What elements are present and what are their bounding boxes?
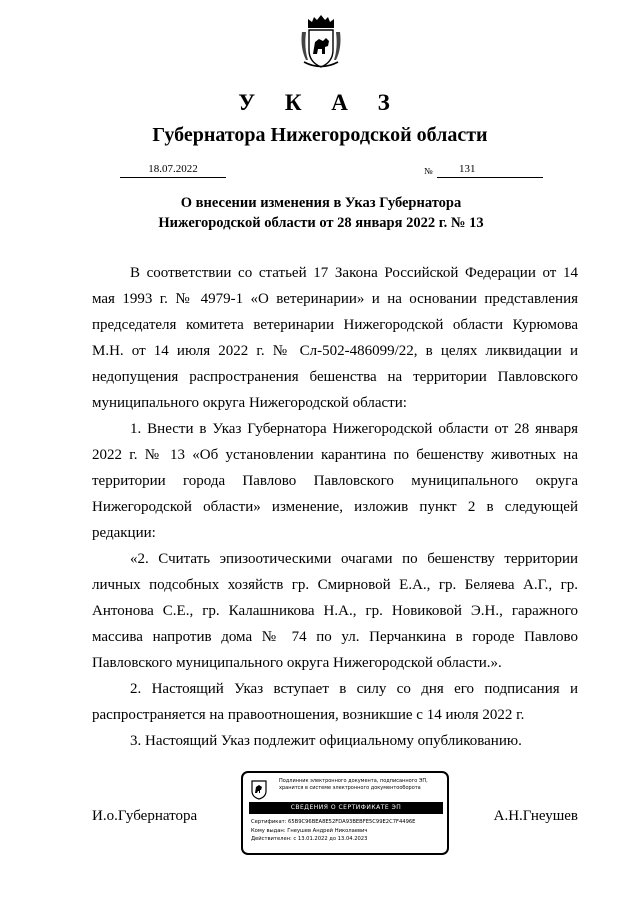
number-sign: № <box>424 166 433 176</box>
quoted-paragraph: «2. Считать эпизоотическими очагами по бешенству территории личных подсобных хозяйств гр. Смирновой Е.А., гр. Беляева А.Г., гр. Антонова С.Е., гр. Калашникова Н.А., гр. Новиковой Э.Н., гаражного массива напротив дома № 74 по ул. Перчанкина в городе Павлово Павловского муниципального округа Нижегородской области.». <box>92 551 578 671</box>
coat-of-arms-emblem <box>298 14 344 72</box>
intro-paragraph: В соответствии со статьей 17 Закона Российской Федерации от 14 мая 1993 г. № 4979-1 «О ветеринарии» и на основании представления председателя комитета ветеринарии Нижегородской области Курюмова М.Н. от 14 июля 2022 г. № Сл-502-486099/22, в целях ликвидации и недопущения распространения бешенства на территории Павловского муниципального округа Нижегородской области: <box>92 265 578 411</box>
decree-subject: О внесении изменения в Указ Губернатора Нижегородской области от 28 января 2022 г. № 13 <box>158 195 484 231</box>
signatory-position: И.о.Губернатора <box>92 808 198 824</box>
item-2-paragraph: 2. Настоящий Указ вступает в силу со дня его подписания и распространяется на правоотношения, возникшие с 14 июля 2022 г. <box>92 681 578 723</box>
item-1-paragraph: 1. Внести в Указ Губернатора Нижегородской области от 28 января 2022 г. № 13 «Об установлении карантина по бешенству животных на территории города Павлово Павловского муниципального округа Нижегородской области» изменение, изложив пункт 2 в следующей редакции: <box>92 421 578 541</box>
stamp-note-line-2: хранится в системе электронного документооборота <box>279 784 421 791</box>
stamp-banner: СВЕДЕНИЯ О СЕРТИФИКАТЕ ЭП <box>249 802 443 814</box>
decree-date: 18.07.2022 <box>120 162 226 178</box>
certificate-validity: Действителен: с 13.01.2022 до 13.04.2023 <box>251 836 368 842</box>
certificate-details <box>251 818 445 844</box>
decree-title: У К А З <box>238 90 402 115</box>
signatory-name: А.Н.Гнеушев <box>493 808 578 824</box>
stamp-note <box>279 778 445 791</box>
decree-body <box>92 260 578 754</box>
decree-issuer: Губернатора Нижегородской области <box>152 124 488 146</box>
electronic-signature-stamp <box>241 771 449 855</box>
certificate-serial: Сертификат: 65B9C96BEA8E52FDA93BEBFE5C99E2C7F4496E <box>251 819 416 825</box>
item-3-paragraph: 3. Настоящий Указ подлежит официальному опубликованию. <box>130 733 522 749</box>
certificate-owner: Кому выдан: Гнеушев Андрей Николаевич <box>251 827 368 834</box>
decree-number-field <box>437 162 543 178</box>
decree-number: 131 <box>459 163 476 175</box>
stamp-note-line-1: Подлинник электронного документа, подписанного ЭП, <box>279 778 428 784</box>
stamp-emblem-icon <box>250 778 268 800</box>
